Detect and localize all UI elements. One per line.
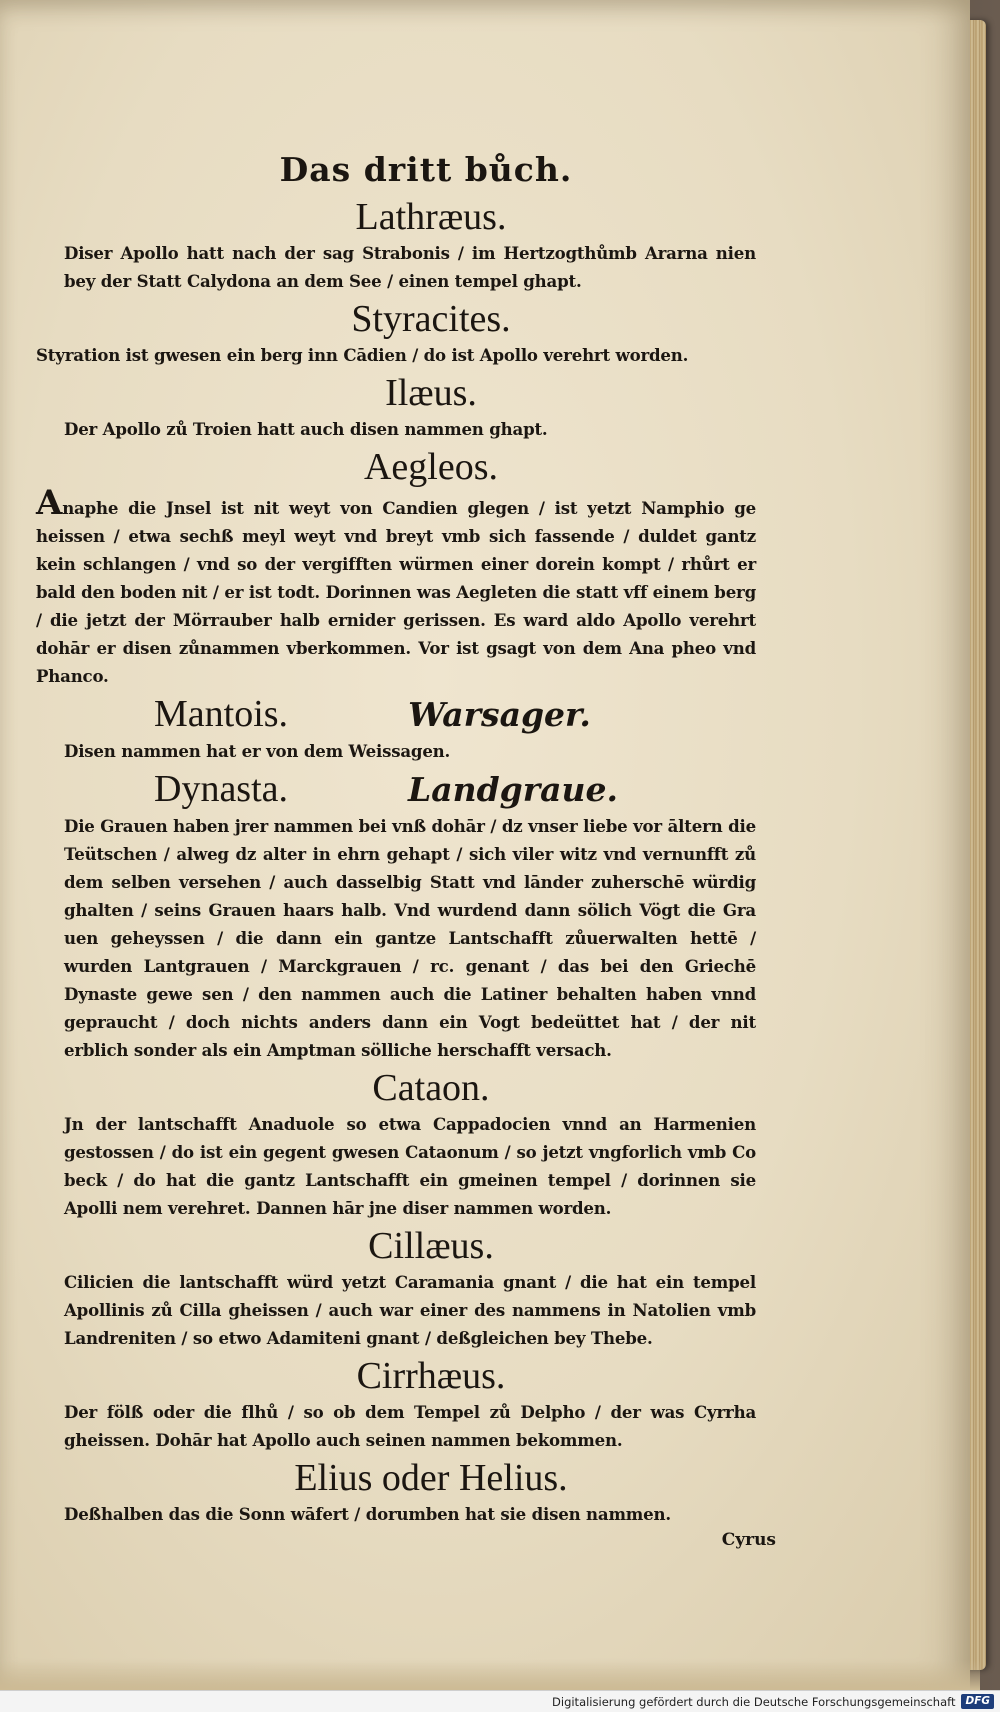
page-bottom-curl <box>0 1660 980 1690</box>
section-heading: Cillæus. <box>368 1225 494 1267</box>
section-heading: Elius oder Helius. <box>294 1457 568 1499</box>
section-heading: Dynasta. <box>154 768 289 810</box>
drop-initial: A <box>36 483 63 523</box>
section-text: Disen nammen hat er von dem Weissagen. <box>64 741 451 761</box>
catchword: Cyrus <box>721 1530 776 1550</box>
section-text: Der Apollo zů Troien hatt auch disen nammen ghapt. <box>64 419 548 439</box>
section-heading: Aegleos. <box>363 446 499 488</box>
section-text: Styration ist gwesen ein berg inn Cādien / do ist Apollo verehrt worden. <box>36 345 689 365</box>
footer-credit: Digitalisierung gefördert durch die Deutsche Forschungsgemeinschaft <box>552 1694 956 1709</box>
section-text: Jn der lantschafft Anaduole so etwa Cappadocien vnnd an Harmenien gestossen / do ist ein gegent gwesen Cataonum / so jetzt vngforlich vmb Co beck / do hat die gantz Lantschafft ein gmeinen tempel / dorinnen sie Apolli nem verehret. Dannen hār jne diser nammen worden. <box>64 1114 756 1218</box>
digitization-footer <box>0 1690 1000 1712</box>
section-heading: Cataon. <box>372 1067 490 1109</box>
section-text: Cilicien die lantschafft würd yetzt Caramania gnant / die hat ein tempel Apollinis zů Cilla gheissen / auch war einer des nammens in Natolien vmb Landreniten / so etwo Adamiteni gnant / deßgleichen bey Thebe. <box>64 1272 756 1348</box>
section-heading-vernacular: Landgraue. <box>408 770 619 809</box>
section-text <box>36 483 756 690</box>
heading-row <box>154 692 756 737</box>
section-heading: Mantois. <box>154 693 289 735</box>
section-heading: Cirrhæus. <box>356 1355 506 1397</box>
heading-row <box>154 767 756 812</box>
dfg-logo-icon: DFG <box>961 1694 994 1709</box>
page-text <box>36 150 776 1550</box>
running-head: Das dritt bůch. <box>279 150 573 189</box>
section-heading-vernacular: Warsager. <box>408 695 591 734</box>
section-heading: Ilæus. <box>385 372 477 414</box>
section-text-body: naphe die Jnsel ist nit weyt von Candien glegen / ist yetzt Namphio ge heissen / etwa sechß meyl weyt vnd breyt vmb sich fassende / duldet gantz kein schlangen / vnd so der vergifften würmen einer dorein kompt / rhůrt er bald den boden nit / er ist todt. Dorinnen was Aegleten die statt vff einem berg / die jetzt der Mörrauber halb ernider gerissen. Es ward aldo Apollo verehrt dohār er disen zůnammen vberkommen. Vor ist gsagt von dem Ana pheo vnd Phanco. <box>36 498 756 686</box>
section-heading: Styracites. <box>351 298 511 340</box>
section-heading: Lathræus. <box>355 196 507 238</box>
section-text: Diser Apollo hatt nach der sag Strabonis / im Hertzogthůmb Ararna nien bey der Statt Calydona an dem See / einen tempel ghapt. <box>64 243 756 291</box>
section-text: Deßhalben das die Sonn wāfert / dorumben hat sie disen nammen. <box>64 1504 671 1524</box>
section-text: Der fölß oder die flhů / so ob dem Tempel zů Delpho / der was Cyrrha gheissen. Dohār hat Apollo auch seinen nammen bekommen. <box>64 1402 756 1450</box>
section-text: Die Grauen haben jrer nammen bei vnß dohār / dz vnser liebe vor āltern die Teütschen / alweg dz alter in ehrn gehapt / sich viler witz vnd vernunfft zů dem selben versehen / auch dasselbig Statt vnd lānder zuherschē würdig ghalten / seins Grauen haars halb. Vnd wurdend dann sölich Vögt die Gra uen geheyssen / die dann ein gantze Lantschafft zůuerwalten hettē / wurden Lantgrauen / Marckgrauen / rc. genant / das bei den Griechē Dynaste gewe sen / den nammen auch die Latiner behalten haben vnnd gepraucht / doch nichts anders dann ein Vogt bedeüttet hat / der nit erblich sonder als ein Amptman sölliche herschafft versach. <box>64 816 756 1060</box>
